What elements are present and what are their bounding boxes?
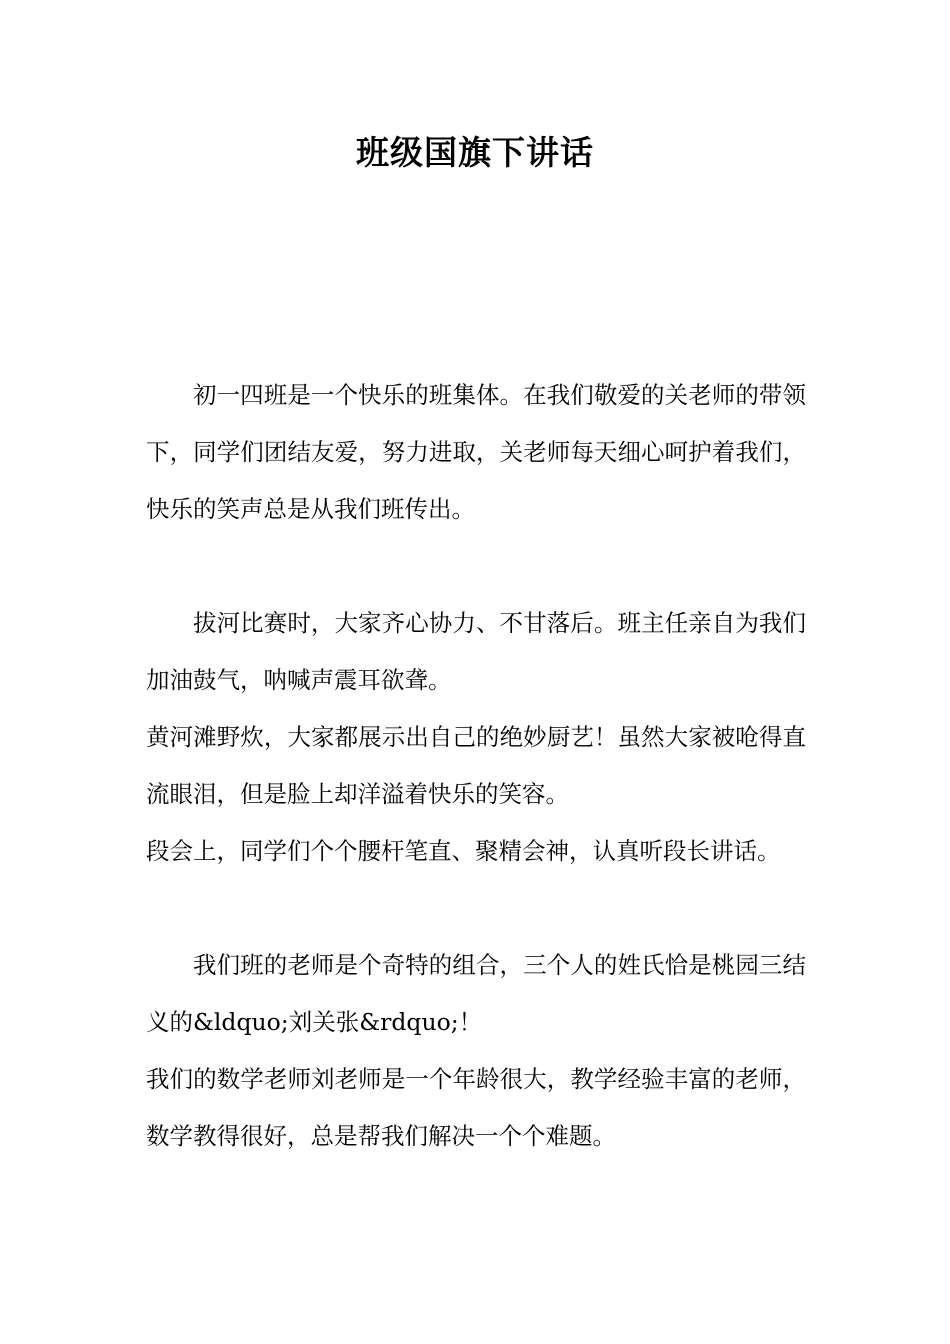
paragraph-picnic: 黄河滩野炊，大家都展示出自己的绝妙厨艺！虽然大家被呛得直流眼泪，但是脸上却洋溢着快乐的笑容。 [146,723,806,808]
paragraph-class-intro: 初一四班是一个快乐的班集体。在我们敬爱的关老师的带领下，同学们团结友爱，努力进取，关老师每天细心呵护着我们，快乐的笑声总是从我们班传出。 [146,381,806,523]
document-title: 班级国旗下讲话 [356,133,594,172]
paragraph-teachers: 我们班的老师是个奇特的组合，三个人的姓氏恰是桃园三结义的&ldquo;刘关张&rdquo;！ [146,951,806,1036]
paragraph-tug-of-war: 拔河比赛时，大家齐心协力、不甘落后。班主任亲自为我们加油鼓气，呐喊声震耳欲聋。 [146,609,806,694]
paragraph-math-teacher: 我们的数学老师刘老师是一个年龄很大，教学经验丰富的老师，数学教得很好，总是帮我们解决一个个难题。 [146,1065,806,1150]
paragraph-grade-meeting: 段会上，同学们个个腰杆笔直、聚精会神，认真听段长讲话。 [146,837,781,865]
paragraph-gap [146,538,806,595]
paragraph-gap [146,880,806,937]
document-body [146,367,806,1165]
